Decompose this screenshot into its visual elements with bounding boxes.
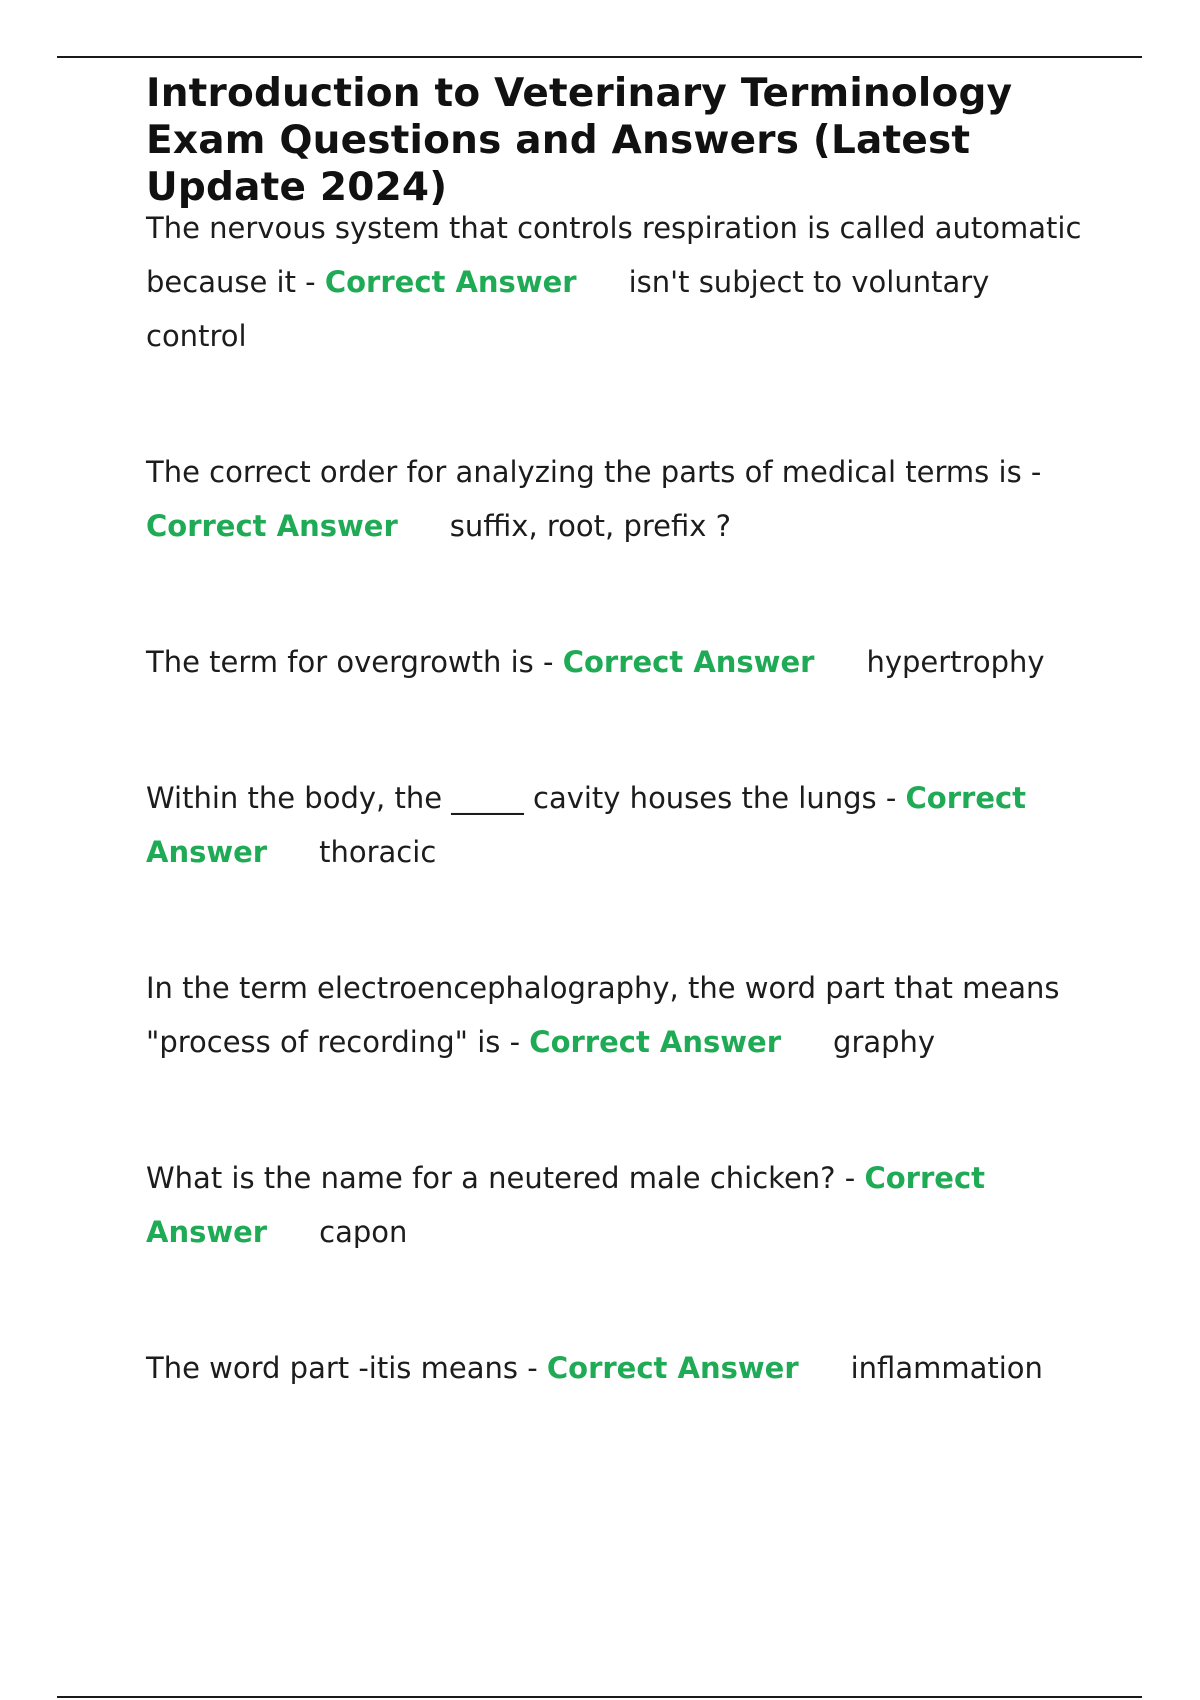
answer-text: graphy <box>833 1025 936 1059</box>
document-body <box>146 70 1096 1395</box>
qa-item-5 <box>146 961 1096 1069</box>
qa-item-6 <box>146 1151 1096 1259</box>
qa-item-7 <box>146 1341 1096 1395</box>
correct-answer-label: Correct Answer <box>529 1025 782 1059</box>
question-text: What is the name for a neutered male chicken? - <box>146 1161 865 1195</box>
answer-text: capon <box>319 1215 408 1249</box>
qa-list <box>146 201 1096 1395</box>
answer-text: suffix, root, prefix ? <box>449 509 732 543</box>
question-text: The word part -itis means - <box>146 1351 547 1385</box>
question-text: The term for overgrowth is - <box>146 645 563 679</box>
qa-item-1 <box>146 201 1096 363</box>
document-title: Introduction to Veterinary Terminology Exam Questions and Answers (Latest Update 2024) <box>146 71 1013 210</box>
correct-answer-label: Correct Answer <box>146 509 398 543</box>
correct-answer-label: Correct Answer <box>146 781 1027 869</box>
question-text: Within the body, the _____ cavity houses the lungs - <box>146 781 906 815</box>
answer-text: isn't subject to voluntary control <box>146 265 990 353</box>
qa-item-4 <box>146 771 1096 879</box>
question-text: In the term electroencephalography, the word part that means "process of recording" is - <box>146 971 1060 1059</box>
correct-answer-label: Correct Answer <box>546 1351 799 1385</box>
correct-answer-label: Correct Answer <box>146 1161 985 1249</box>
top-rule <box>57 56 1142 58</box>
qa-item-2 <box>146 445 1096 553</box>
bottom-rule <box>57 1696 1142 1698</box>
question-text: The nervous system that controls respiration is called automatic because it - <box>146 211 1082 299</box>
question-text: The correct order for analyzing the parts of medical terms is - <box>146 455 1042 489</box>
qa-item-3 <box>146 635 1096 689</box>
answer-text: thoracic <box>319 835 437 869</box>
correct-answer-label: Correct Answer <box>324 265 577 299</box>
answer-text: inflammation <box>850 1351 1043 1385</box>
answer-text: hypertrophy <box>866 645 1045 679</box>
correct-answer-label: Correct Answer <box>562 645 815 679</box>
